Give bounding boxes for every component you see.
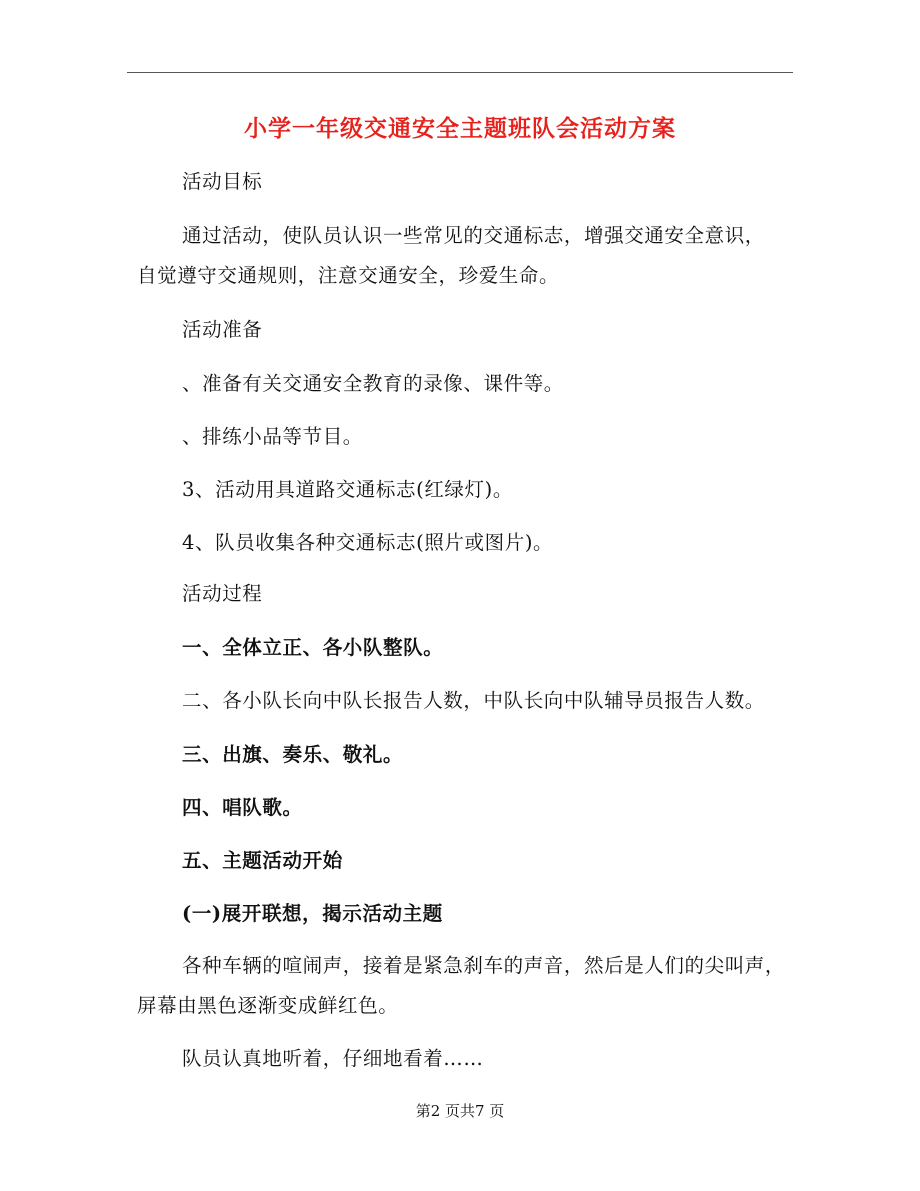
- sub-heading-1: (一)展开联想，揭示活动主题: [182, 902, 443, 925]
- process-heading: 活动过程: [182, 582, 263, 605]
- goal-heading: 活动目标: [182, 170, 263, 193]
- step-5: 五、主题活动开始: [182, 849, 343, 872]
- step-3: 三、出旗、奏乐、敬礼。: [182, 743, 404, 766]
- top-rule: [127, 72, 793, 73]
- prep-item-1: 、准备有关交通安全教育的录像、课件等。: [182, 372, 564, 395]
- document-title: 小学一年级交通安全主题班队会活动方案: [244, 115, 676, 142]
- desc-paragraph-line-1: 各种车辆的喧闹声，接着是紧急刹车的声音，然后是人们的尖叫声，: [182, 954, 786, 977]
- desc-paragraph-line-3: 队员认真地听着，仔细地看着……: [182, 1047, 484, 1070]
- prep-item-3: 3、活动用具道路交通标志(红绿灯)。: [182, 478, 513, 501]
- step-4: 四、唱队歌。: [182, 796, 303, 819]
- page-number-footer: 第2 页共7 页: [415, 1102, 505, 1120]
- prep-item-4: 4、队员收集各种交通标志(照片或图片)。: [182, 531, 554, 554]
- step-2: 二、各小队长向中队长报告人数，中队长向中队辅导员报告人数。: [182, 689, 765, 712]
- step-1: 一、全体立正、各小队整队。: [182, 636, 444, 659]
- prep-item-2: 、排练小品等节目。: [182, 425, 363, 448]
- goal-paragraph-line-1: 通过活动，使队员认识一些常见的交通标志，增强交通安全意识，: [182, 224, 765, 247]
- goal-paragraph-line-2: 自觉遵守交通规则，注意交通安全，珍爱生命。: [137, 264, 560, 287]
- prep-heading: 活动准备: [182, 318, 263, 341]
- desc-paragraph-line-2: 屏幕由黑色逐渐变成鲜红色。: [137, 994, 399, 1017]
